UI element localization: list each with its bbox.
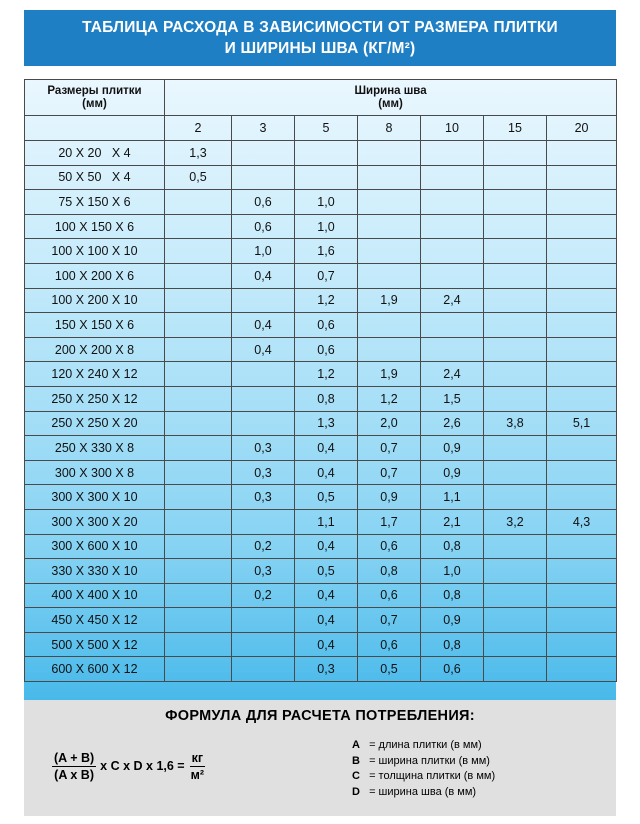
table-row [25,460,617,485]
consumption-cell [165,460,232,485]
formula-title: ФОРМУЛА ДЛЯ РАСЧЕТА ПОТРЕБЛЕНИЯ: [165,708,475,724]
table-row [25,362,617,387]
size-header-label: Размеры плитки [47,84,142,97]
consumption-cell [484,190,547,215]
consumption-cell: 0,6 [295,337,358,362]
tile-size-cell: 100 X 200 X 6 [25,263,165,288]
consumption-cell: 0,2 [232,534,295,559]
table-row [25,485,617,510]
consumption-cell: 1,0 [295,214,358,239]
consumption-cell [421,190,484,215]
table-row [25,263,617,288]
consumption-cell [358,214,421,239]
consumption-cell [232,141,295,166]
consumption-cell: 0,3 [232,460,295,485]
table-row [25,165,617,190]
formula-legend [352,738,495,800]
consumption-cell [547,386,617,411]
consumption-cell [547,559,617,584]
tile-size-cell: 120 X 240 X 12 [25,362,165,387]
consumption-cell [421,313,484,338]
unit-numerator: кг [191,750,204,765]
consumption-cell [165,313,232,338]
consumption-cell: 1,1 [421,485,484,510]
tile-size-cell: 300 X 300 X 20 [25,509,165,534]
legend-text: = толщина плитки (в мм) [369,770,496,782]
consumption-cell: 0,4 [232,313,295,338]
consumption-cell: 0,3 [295,657,358,682]
consumption-cell [421,337,484,362]
legend-text: = ширина шва (в мм) [369,785,477,798]
consumption-cell [421,165,484,190]
consumption-cell [547,141,617,166]
consumption-cell [547,288,617,313]
tile-size-cell: 600 X 600 X 12 [25,657,165,682]
consumption-cell: 0,4 [232,337,295,362]
consumption-cell: 0,5 [295,559,358,584]
consumption-cell: 1,9 [358,288,421,313]
consumption-cell [484,288,547,313]
consumption-cell [232,411,295,436]
consumption-cell [484,657,547,682]
consumption-cell [421,141,484,166]
consumption-cell [358,239,421,264]
consumption-cell [484,362,547,387]
consumption-cell [547,534,617,559]
consumption-cell: 5,1 [547,411,617,436]
consumption-cell: 0,5 [295,485,358,510]
tile-size-cell: 300 X 300 X 8 [25,460,165,485]
consumption-cell: 0,6 [358,632,421,657]
consumption-cell: 1,3 [295,411,358,436]
consumption-cell [165,485,232,510]
consumption-cell [484,239,547,264]
consumption-cell: 0,6 [358,583,421,608]
consumption-cell [232,288,295,313]
table-row [25,559,617,584]
size-header-unit: (мм) [82,97,107,110]
consumption-cell [165,362,232,387]
consumption-cell [165,411,232,436]
consumption-cell [547,190,617,215]
consumption-cell [358,190,421,215]
consumption-sheet [24,10,616,816]
consumption-cell [232,632,295,657]
table-row [25,657,617,682]
consumption-cell: 1,9 [358,362,421,387]
table-row [25,386,617,411]
consumption-cell [547,460,617,485]
consumption-cell [165,239,232,264]
tile-size-cell: 200 X 200 X 8 [25,337,165,362]
consumption-cell: 0,6 [232,190,295,215]
legend-text: = ширина плитки (в мм) [369,754,490,767]
formula-denominator: (A x B) [54,767,94,782]
consumption-cell [295,165,358,190]
table-row [25,239,617,264]
consumption-cell [165,436,232,461]
consumption-cell [358,313,421,338]
consumption-cell [165,214,232,239]
consumption-cell: 0,4 [295,632,358,657]
width-col-5: 5 [295,116,358,141]
width-col-8: 8 [358,116,421,141]
consumption-cell: 1,3 [165,141,232,166]
width-values-row [25,116,617,141]
consumption-cell: 0,8 [421,583,484,608]
consumption-cell [165,190,232,215]
consumption-cell: 1,2 [358,386,421,411]
consumption-cell [232,165,295,190]
formula-panel [24,700,616,816]
formula-unit [189,751,206,782]
width-col-2: 2 [165,116,232,141]
width-header-label: Ширина шва [354,84,427,97]
legend-text: = длина плитки (в мм) [369,739,482,751]
consumption-cell [484,534,547,559]
consumption-table-wrap [24,79,616,700]
consumption-cell [165,657,232,682]
tile-size-cell: 300 X 300 X 10 [25,485,165,510]
formula-expression [52,746,206,786]
consumption-cell: 0,9 [421,436,484,461]
legend-item-c [352,769,495,785]
width-col-15: 15 [484,116,547,141]
consumption-cell: 0,6 [295,313,358,338]
consumption-cell [165,559,232,584]
tile-size-cell: 150 X 150 X 6 [25,313,165,338]
consumption-cell [358,141,421,166]
title-line-1: ТАБЛИЦА РАСХОДА В ЗАВИСИМОСТИ ОТ РАЗМЕРА ПЛИТКИ [82,19,558,36]
consumption-cell [484,337,547,362]
tile-size-cell: 300 X 600 X 10 [25,534,165,559]
consumption-cell [165,263,232,288]
tile-size-cell: 100 X 200 X 10 [25,288,165,313]
table-row [25,608,617,633]
consumption-cell [547,165,617,190]
size-column-header [25,80,165,116]
consumption-cell: 3,8 [484,411,547,436]
consumption-cell: 2,4 [421,288,484,313]
consumption-cell [547,263,617,288]
consumption-cell: 0,8 [358,559,421,584]
table-row [25,141,617,166]
consumption-cell [232,509,295,534]
table-row [25,288,617,313]
tile-size-cell: 75 X 150 X 6 [25,190,165,215]
consumption-cell: 1,0 [295,190,358,215]
consumption-cell: 1,0 [232,239,295,264]
width-header-unit: (мм) [378,97,403,110]
consumption-cell: 1,0 [421,559,484,584]
width-col-10: 10 [421,116,484,141]
consumption-cell [484,386,547,411]
tile-size-cell: 250 X 250 X 12 [25,386,165,411]
title-line-2: И ШИРИНЫ ШВА (КГ/М²) [224,40,416,57]
consumption-cell: 2,6 [421,411,484,436]
tile-size-cell: 250 X 330 X 8 [25,436,165,461]
consumption-cell: 0,4 [295,436,358,461]
consumption-cell [547,214,617,239]
tile-size-cell: 450 X 450 X 12 [25,608,165,633]
consumption-cell: 0,9 [421,460,484,485]
consumption-cell [421,239,484,264]
consumption-cell: 0,4 [295,534,358,559]
consumption-cell: 0,8 [421,534,484,559]
formula-numerator: (A + B) [54,750,95,765]
table-row [25,214,617,239]
consumption-cell: 0,5 [358,657,421,682]
consumption-cell: 3,2 [484,509,547,534]
consumption-cell: 1,1 [295,509,358,534]
consumption-cell [295,141,358,166]
consumption-cell [484,485,547,510]
consumption-cell [165,632,232,657]
table-row [25,337,617,362]
table-row [25,436,617,461]
consumption-cell [358,263,421,288]
consumption-cell [165,337,232,362]
consumption-cell: 0,3 [232,436,295,461]
consumption-cell [484,313,547,338]
consumption-cell [232,386,295,411]
consumption-cell: 1,5 [421,386,484,411]
consumption-cell [484,214,547,239]
consumption-cell: 0,8 [421,632,484,657]
legend-key: C [352,770,360,782]
consumption-cell [547,485,617,510]
table-row [25,190,617,215]
consumption-cell [547,657,617,682]
consumption-cell [484,165,547,190]
consumption-cell [232,657,295,682]
consumption-cell [547,337,617,362]
consumption-cell [165,608,232,633]
legend-item-a [352,738,495,754]
consumption-cell: 0,5 [165,165,232,190]
tile-size-cell: 400 X 400 X 10 [25,583,165,608]
width-column-header [165,80,617,116]
consumption-cell: 0,3 [232,559,295,584]
consumption-cell [232,362,295,387]
legend-key: B [352,754,360,767]
consumption-cell [547,583,617,608]
table-row [25,411,617,436]
consumption-cell: 4,3 [547,509,617,534]
table-row [25,313,617,338]
consumption-cell [484,583,547,608]
consumption-cell: 2,4 [421,362,484,387]
formula-multiplier: x C x D x 1,6 = [100,759,185,773]
consumption-cell: 0,7 [358,608,421,633]
consumption-cell [484,632,547,657]
consumption-cell [547,632,617,657]
consumption-cell [165,534,232,559]
consumption-cell: 0,7 [295,263,358,288]
consumption-table [24,79,617,682]
tile-size-cell: 330 X 330 X 10 [25,559,165,584]
consumption-cell: 1,6 [295,239,358,264]
table-row [25,534,617,559]
unit-denominator: м² [190,767,205,782]
consumption-cell: 0,6 [232,214,295,239]
consumption-cell: 0,6 [358,534,421,559]
consumption-cell: 0,9 [421,608,484,633]
consumption-cell [484,141,547,166]
table-row [25,632,617,657]
consumption-cell [484,263,547,288]
consumption-cell [484,608,547,633]
consumption-cell: 0,4 [232,263,295,288]
consumption-cell [421,214,484,239]
consumption-cell [547,239,617,264]
consumption-cell [547,608,617,633]
consumption-cell: 0,4 [295,608,358,633]
consumption-cell [484,436,547,461]
legend-item-b [352,754,495,770]
consumption-cell: 0,2 [232,583,295,608]
width-col-20: 20 [547,116,617,141]
consumption-cell [165,583,232,608]
consumption-cell: 0,4 [295,460,358,485]
consumption-cell: 0,7 [358,436,421,461]
legend-key: A [352,739,360,751]
consumption-cell: 0,9 [358,485,421,510]
consumption-cell: 1,7 [358,509,421,534]
consumption-cell: 0,4 [295,583,358,608]
consumption-cell: 0,6 [421,657,484,682]
consumption-cell [547,436,617,461]
tile-size-cell: 20 X 20 X 4 [25,141,165,166]
consumption-cell: 0,8 [295,386,358,411]
consumption-cell: 2,1 [421,509,484,534]
table-row [25,509,617,534]
tile-size-cell: 100 X 100 X 10 [25,239,165,264]
consumption-cell [421,263,484,288]
tile-size-cell: 500 X 500 X 12 [25,632,165,657]
page-title [24,10,616,66]
tile-size-cell: 250 X 250 X 20 [25,411,165,436]
consumption-cell [232,608,295,633]
legend-key: D [352,785,360,798]
consumption-cell: 0,7 [358,460,421,485]
consumption-cell: 2,0 [358,411,421,436]
tile-size-cell: 50 X 50 X 4 [25,165,165,190]
consumption-cell [358,165,421,190]
consumption-cell [547,362,617,387]
legend-item-d [352,785,495,801]
consumption-cell [547,313,617,338]
consumption-cell [484,460,547,485]
consumption-cell: 1,2 [295,288,358,313]
consumption-cell [358,337,421,362]
consumption-cell [165,386,232,411]
consumption-cell: 1,2 [295,362,358,387]
formula-fraction [52,751,96,782]
tile-size-cell: 100 X 150 X 6 [25,214,165,239]
consumption-cell [484,559,547,584]
consumption-cell [165,509,232,534]
width-col-3: 3 [232,116,295,141]
table-row [25,583,617,608]
header-empty-cell [25,116,165,141]
consumption-cell [165,288,232,313]
consumption-cell: 0,3 [232,485,295,510]
